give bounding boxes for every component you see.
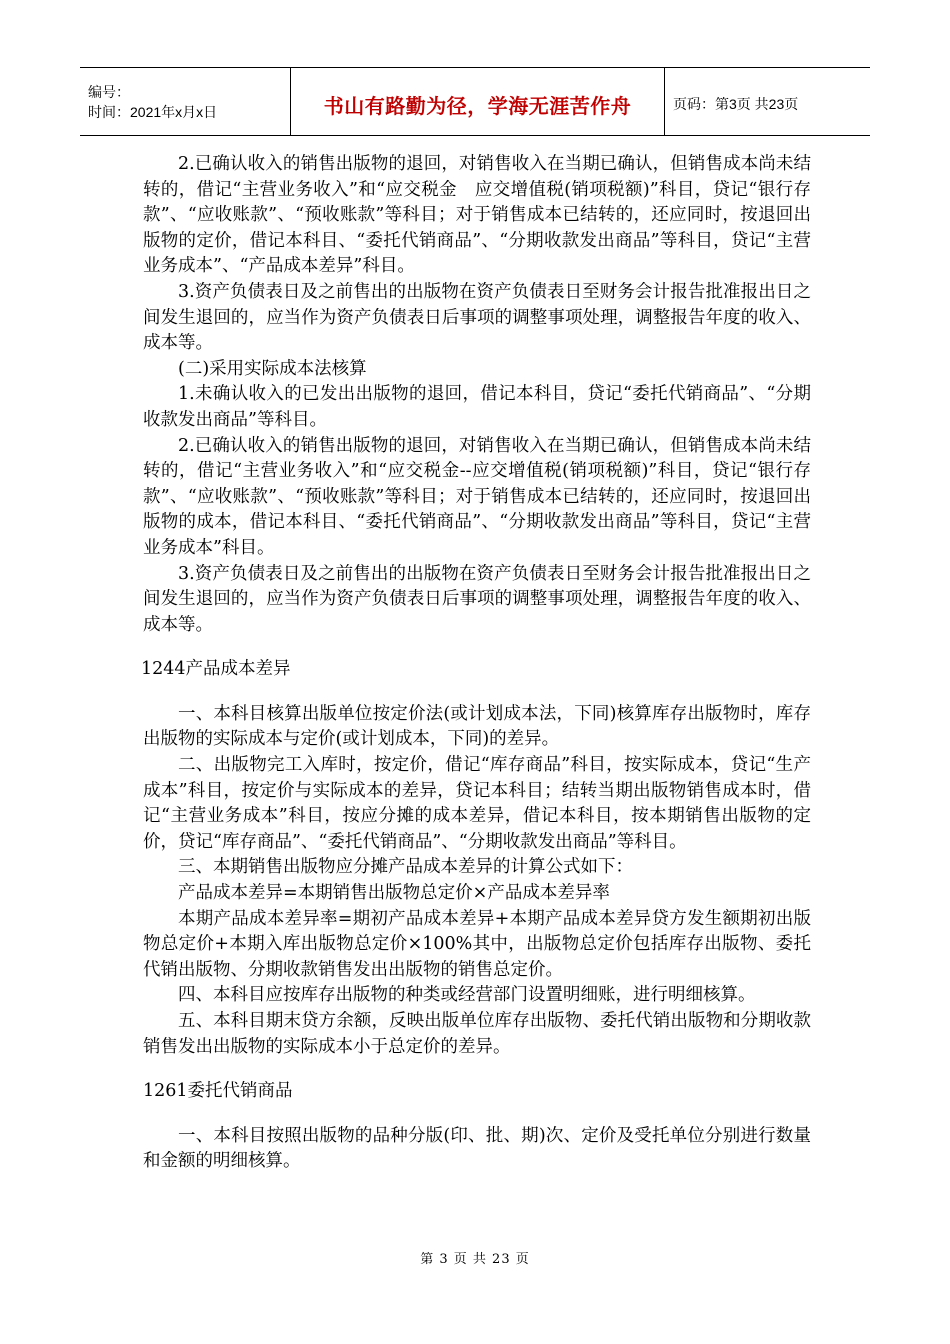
paragraph: 二、出版物完工入库时，按定价，借记“库存商品”科目，按实际成本，贷记“生产成本”科目，按定价与实际成本的差异，贷记本科目；结转当期出版物销售成本时，借记“主营业务成本”科目，按应分摊的成本差异，借记本科目，按本期销售出版物的定价，贷记“库存商品”、“委托代销商品”、“分期收款发出商品”等科目。 bbox=[143, 755, 811, 852]
document-number-label: 编号： bbox=[88, 83, 130, 100]
section-heading: 1244产品成本差异 bbox=[141, 659, 291, 680]
page-footer: 第 3 页 共 23 页 bbox=[420, 1252, 530, 1267]
paragraph: 1.未确认收入的已发出出版物的退回，借记本科目，贷记“委托代销商品”、“分期收款发出商品”等科目。 bbox=[143, 384, 811, 430]
paragraph: 四、本科目应按库存出版物的种类或经营部门设置明细账，进行明细核算。 bbox=[178, 985, 756, 1006]
document-body bbox=[143, 152, 811, 1175]
header-meta bbox=[80, 68, 291, 136]
paragraph: 五、本科目期末贷方余额，反映出版单位库存出版物、委托代销出版物和分期收款销售发出出版物的实际成本小于总定价的差异。 bbox=[143, 1011, 811, 1057]
paragraph: 一、本科目核算出版单位按定价法(或计划成本法，下同)核算库存出版物时，库存出版物的实际成本与定价(或计划成本，下同)的差异。 bbox=[143, 703, 811, 750]
paragraph: 一、本科目按照出版物的品种分版(印、批、期)次、定价及受托单位分别进行数量和金额的明细核算。 bbox=[143, 1125, 811, 1172]
paragraph: 3.资产负债表日及之前售出的出版物在资产负债表日至财务会计报告批准报出日之间发生退回的，应当作为资产负债表日后事项的调整事项处理，调整报告年度的收入、成本等。 bbox=[143, 563, 811, 635]
paragraph: 2.已确认收入的销售出版物的退回，对销售收入在当期已确认，但销售成本尚未结转的，借记“主营业务收入”和“应交税金 应交增值税(销项税额)”科目，贷记“银行存款”、“应收账款”、“预收账款”等科目；对于销售成本已结转的，还应同时，按退回出版物的定价，借记本科目、“委托代销商品”、“分期收款发出商品”等科目，贷记“主营业务成本”、“产品成本差异”科目。 bbox=[143, 154, 811, 277]
formula: 产品成本差异=本期销售出版物总定价×产品成本差异率 bbox=[178, 883, 610, 904]
document-date: 时间：2021年x月x日 bbox=[88, 103, 218, 120]
header-motto: 书山有路勤为径，学海无涯苦作舟 bbox=[291, 68, 665, 136]
paragraph: 2.已确认收入的销售出版物的退回，对销售收入在当期已确认，但销售成本尚未结转的，借记“主营业务收入”和“应交税金--应交增值税(销项税额)”科目，贷记“银行存款”、“应收账款”、“预收账款”等科目；对于销售成本已结转的，还应同时，按退回出版物的成本，借记本科目、“委托代销商品”、“分期收款发出商品”等科目，贷记“主营业务成本”科目。 bbox=[143, 435, 811, 558]
section-heading: 1261委托代销商品 bbox=[143, 1081, 293, 1102]
paragraph: 3.资产负债表日及之前售出的出版物在资产负债表日至财务会计报告批准报出日之间发生退回的，应当作为资产负债表日后事项的调整事项处理，调整报告年度的收入、成本等。 bbox=[143, 281, 811, 354]
paragraph: 本期产品成本差异率=期初产品成本差异+本期产品成本差异贷方发生额期初出版物总定价+本期入库出版物总定价×100%其中，出版物总定价包括库存出版物、委托代销出版物、分期收款销售发出出版物的销售总定价。 bbox=[143, 908, 811, 980]
header-page-info: 页码：第3页 共23页 bbox=[673, 95, 799, 112]
section-subheading: (二)采用实际成本法核算 bbox=[178, 358, 367, 379]
page-header bbox=[80, 67, 870, 136]
paragraph: 三、本期销售出版物应分摊产品成本差异的计算公式如下： bbox=[178, 857, 633, 878]
